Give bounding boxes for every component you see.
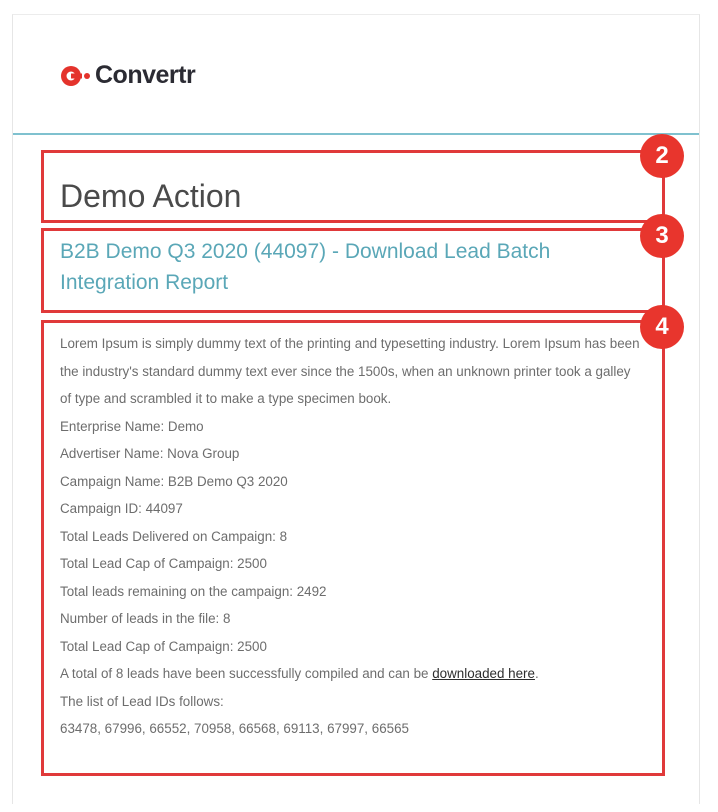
field-campaign-id: Campaign ID: 44097 [60,501,183,516]
page-title: Demo Action [60,178,242,214]
field-advertiser: Advertiser Name: Nova Group [60,446,240,461]
download-link[interactable]: downloaded here [432,666,535,681]
annotation-badge-4: 4 [640,305,684,349]
convertr-logo-icon [59,63,93,89]
field-campaign-name: Campaign Name: B2B Demo Q3 2020 [60,473,288,489]
field-lead-cap: Total Lead Cap of Campaign: 2500 [60,556,267,571]
field-lead-cap-repeat: Total Lead Cap of Campaign: 2500 [60,638,267,654]
annotation-box-2 [41,150,665,223]
report-title: B2B Demo Q3 2020 (44097) - Download Lead Batch Integration Report [60,240,551,294]
field-enterprise: Enterprise Name: Demo [60,418,204,434]
brand-logo [59,61,195,90]
annotation-box-3 [41,228,665,313]
intro-paragraph: Lorem Ipsum is simply dummy text of the printing and typesetting industry. Lorem Ipsum has been the industry's standard dummy text ever since the 1500s, when an unknown printer took a galley of type and scrambled it to make a type specimen book. [60,336,640,406]
annotation-box-4 [41,320,665,776]
lead-ids-list: 63478, 67996, 66552, 70958, 66568, 69113, 67997, 66565 [60,721,409,736]
lead-ids-label: The list of Lead IDs follows: [60,693,224,709]
field-leads-in-file: Number of leads in the file: 8 [60,611,231,626]
field-leads-delivered: Total Leads Delivered on Campaign: 8 [60,528,288,544]
field-leads-remaining: Total leads remaining on the campaign: 2492 [60,583,327,599]
annotation-badge-3: 3 [640,214,684,258]
download-prefix: A total of 8 leads have been successfully compiled and can be [60,666,433,681]
annotation-badge-2: 2 [640,134,684,178]
download-suffix: . [534,666,539,681]
brand-name: Convertr [95,61,196,89]
email-header [13,15,699,135]
